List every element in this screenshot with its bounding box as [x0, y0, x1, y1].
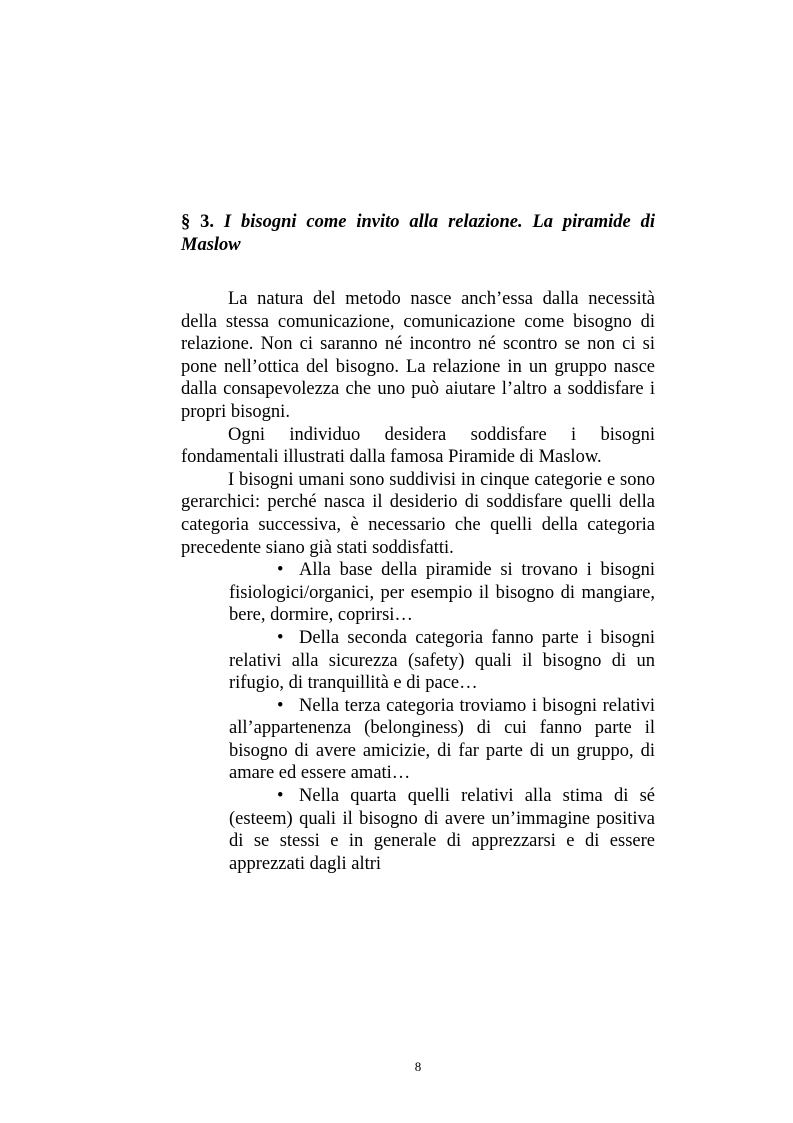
bullet-text: Nella quarta quelli relativi alla stima di sé (esteem) quali il bisogno di avere un’immagine positiva di se stessi e in generale di apprezzarsi e di essere apprezzati dagli altri — [229, 786, 655, 874]
paragraph: Ogni individuo desidera soddisfare i bisogni fondamentali illustrati dalla famosa Piramide di Maslow. — [181, 424, 655, 468]
bullet-item — [229, 695, 655, 785]
bullet-text: Nella terza categoria troviamo i bisogni relativi all’appartenenza (belonginess) di cui fanno parte il bisogno di avere amicizie, di far parte di un gruppo, di amare ed essere amati… — [229, 695, 655, 784]
bullet-icon: • — [277, 786, 284, 807]
bullet-text: Della seconda categoria fanno parte i bisogni relativi alla sicurezza (safety) quali il bisogno di un rifugio, di tranquillità e di pace… — [229, 627, 655, 694]
bullet-list — [181, 559, 655, 875]
paragraph: La natura del metodo nasce anch’essa dalla necessità della stessa comunicazione, comunicazione come bisogno di relazione. Non ci saranno né incontro né scontro se non ci si pone nell’ottica del bisogno. La relazione in un gruppo nasce dalla consapevolezza che uno può aiutare l’altro a soddisfare i propri bisogni. — [181, 289, 655, 422]
bullet-item — [229, 785, 655, 875]
bullet-text: Alla base della piramide si trovano i bisogni fisiologici/organici, per esempio il bisogno di mangiare, bere, dormire, coprirsi… — [229, 560, 655, 626]
page-number: 8 — [414, 1059, 422, 1074]
bullet-icon: • — [277, 627, 284, 648]
body-text — [181, 288, 655, 875]
section-title: I bisogni come invito alla relazione. La piramide di Maslow — [181, 212, 656, 255]
bullet-item — [229, 627, 655, 695]
bullet-icon: • — [277, 695, 284, 716]
page-content — [181, 211, 655, 875]
bullet-item — [229, 559, 655, 627]
section-number: § 3. — [181, 212, 215, 232]
paragraph: I bisogni umani sono suddivisi in cinque categorie e sono gerarchici: perché nasca il desiderio di soddisfare quelli della categoria successiva, è necessario che quelli della categoria precedente siano già stati soddisfatti. — [181, 469, 655, 558]
section-heading — [181, 211, 655, 257]
bullet-icon: • — [277, 560, 284, 581]
